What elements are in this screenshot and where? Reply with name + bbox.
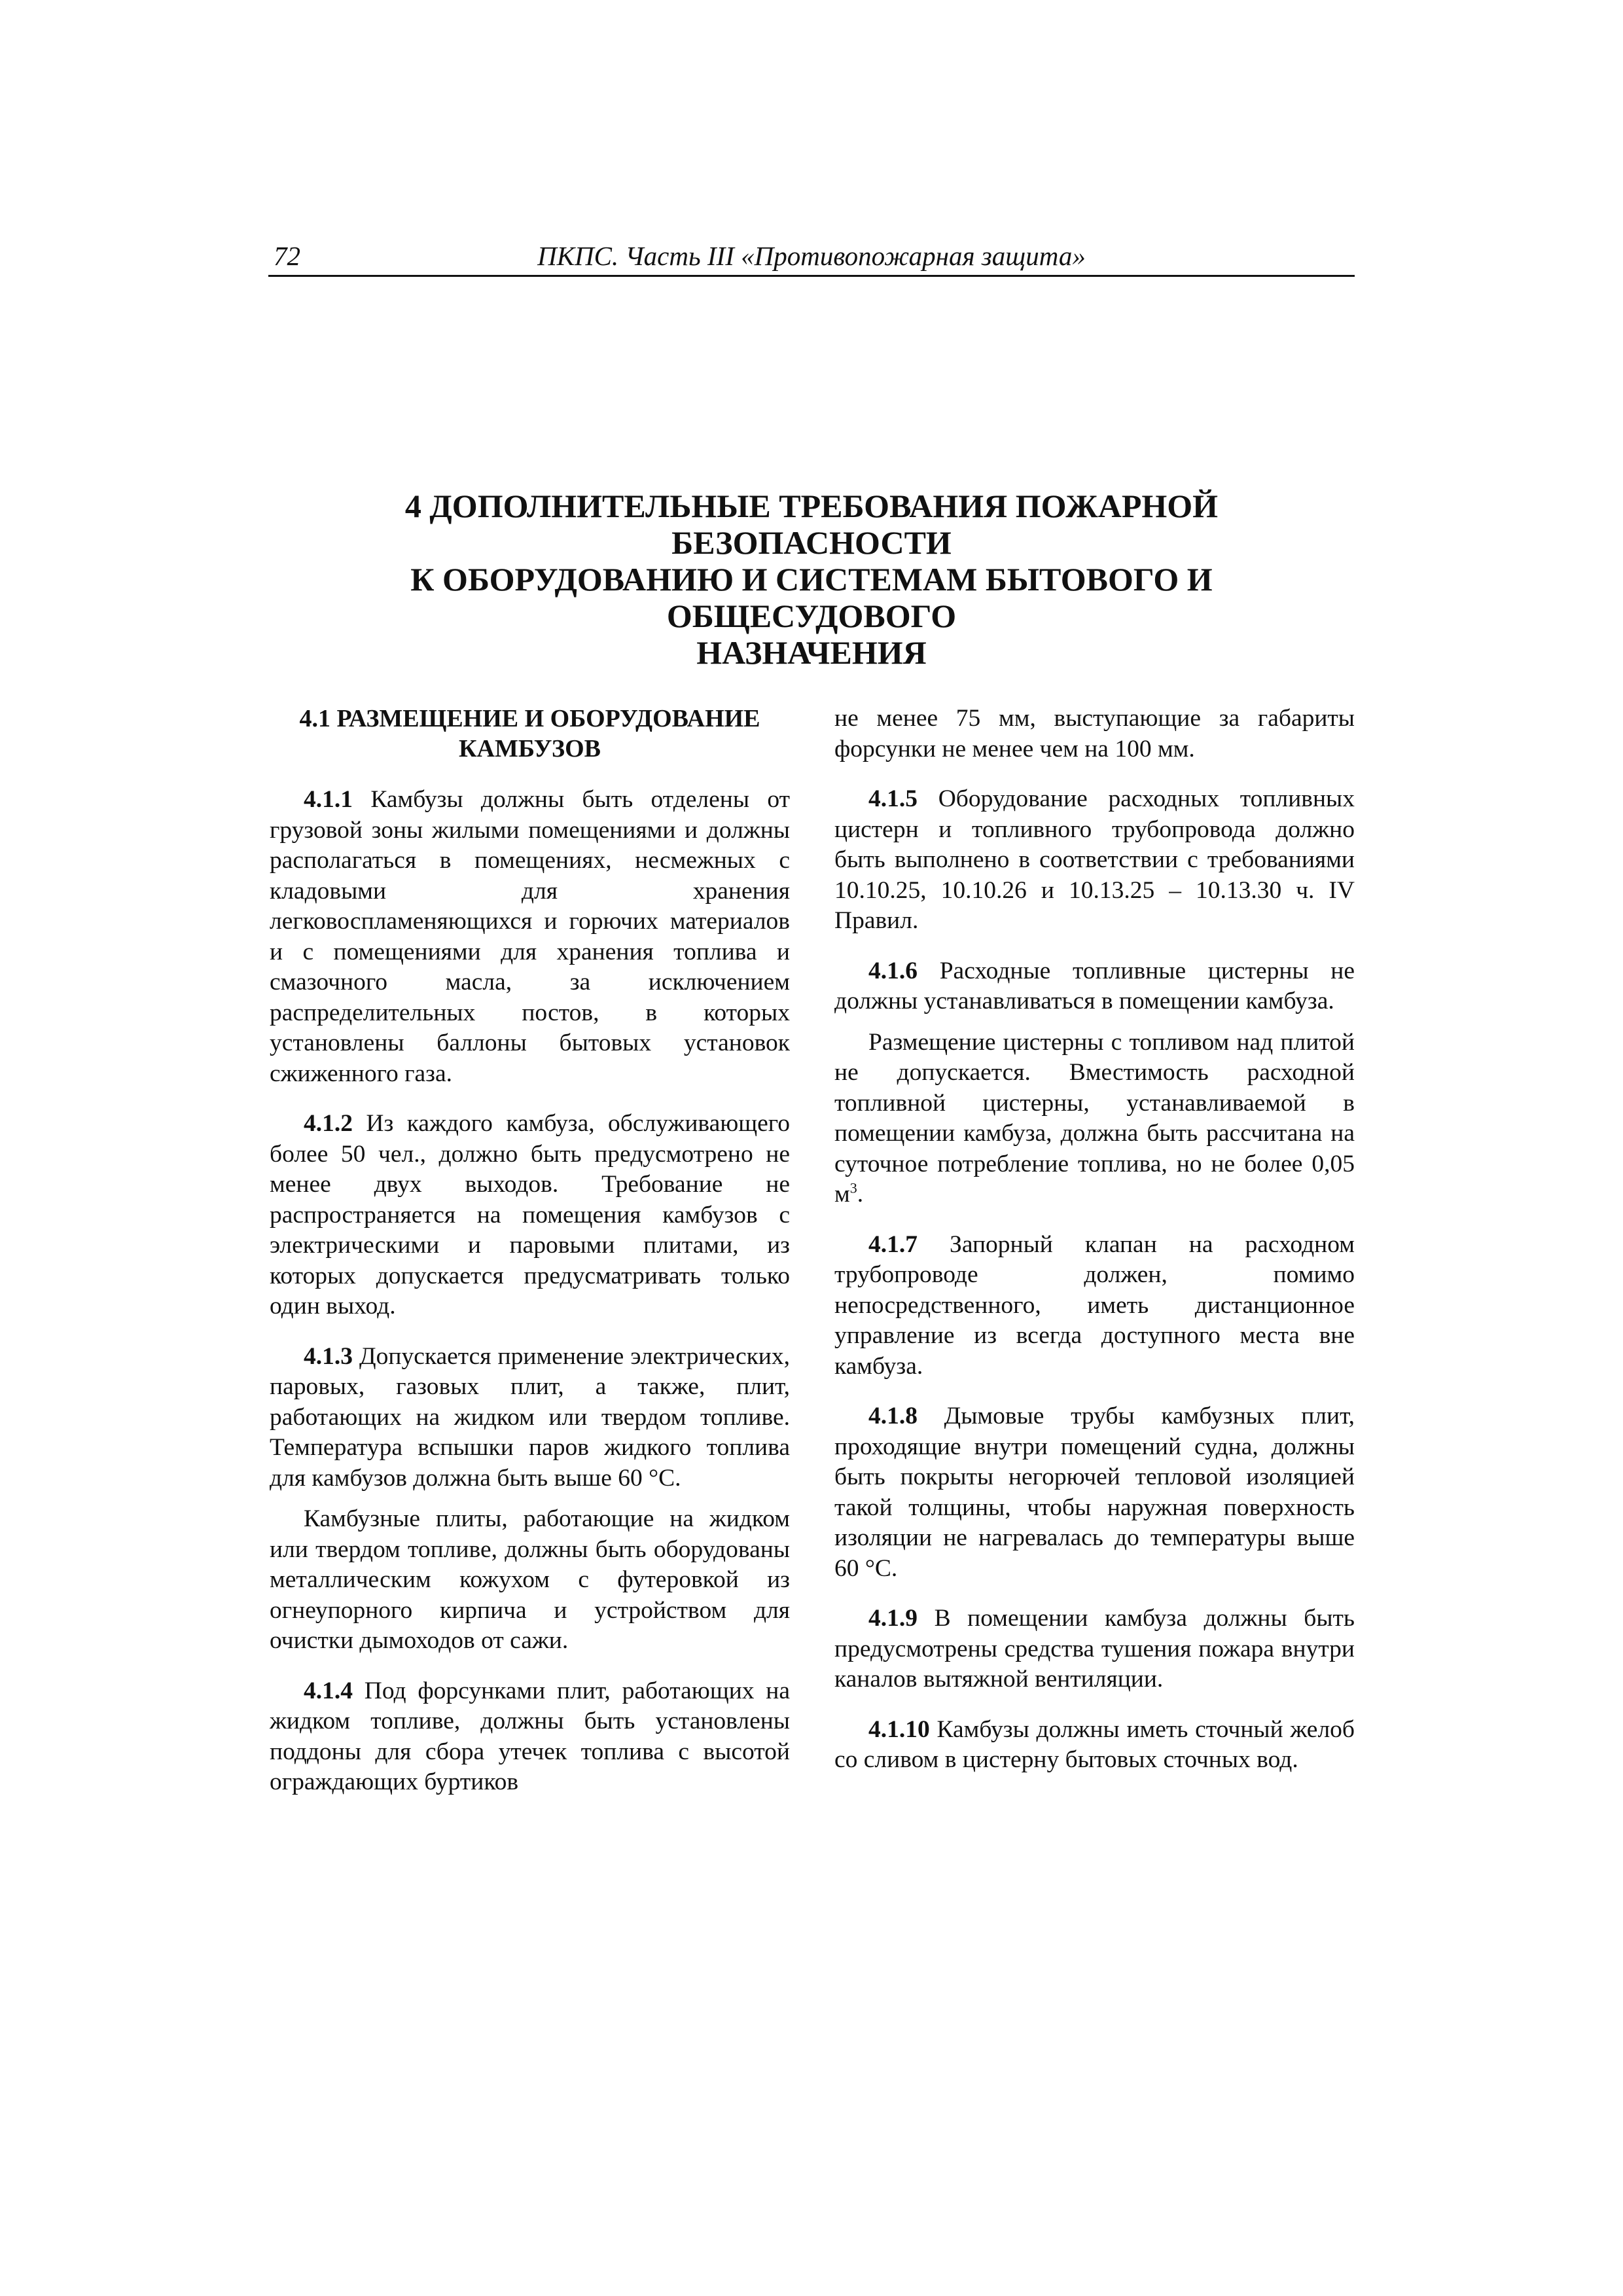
clause-number: 4.1.5: [868, 785, 918, 812]
paragraph-4-1-4: [270, 1676, 790, 1798]
paragraph-4-1-8: [834, 1401, 1355, 1584]
right-column: [834, 704, 1355, 1786]
paragraph-text: не менее 75 мм, выступающие за габариты форсунки не менее чем на 100 мм.: [834, 705, 1355, 762]
paragraph-text: Расходные топливные цистерны не должны устанавливаться в помещении камбуза.: [834, 957, 1355, 1014]
clause-number: 4.1.7: [868, 1230, 918, 1258]
running-header-title: ПКПС. Часть III «Противопожарная защита»: [537, 241, 1086, 271]
chapter-title-line: К ОБОРУДОВАНИЮ И СИСТЕМАМ БЫТОВОГО И ОБЩЕСУДОВОГО: [410, 561, 1213, 634]
chapter-title-line: 4 ДОПОЛНИТЕЛЬНЫЕ ТРЕБОВАНИЯ ПОЖАРНОЙ БЕЗОПАСНОСТИ: [404, 488, 1219, 561]
paragraph-4-1-6: [834, 956, 1355, 1017]
paragraph-text: Запорный клапан на расходном трубопроводе должен, помимо непосредственного, иметь дистанционное управление из всегда доступного места вне камбуза.: [834, 1230, 1355, 1380]
paragraph-text: Камбузные плиты, работающие на жидком или твердом топливе, должны быть оборудованы металлическим кожухом с футеровкой из огнеупорного кирпича и устройством для очистки дымоходов от сажи.: [270, 1505, 790, 1654]
paragraph-text: В помещении камбуза должны быть предусмотрены средства тушения пожара внутри каналов вытяжной вентиляции.: [834, 1605, 1355, 1693]
clause-number: 4.1.2: [304, 1110, 353, 1137]
clause-number: 4.1.9: [868, 1605, 918, 1632]
paragraph-text: Размещение цистерны с топливом над плитой не допускается. Вместимость расходной топливной цистерны, устанавливаемой в помещении камбуза, должна быть рассчитана на суточное потребление топлива, но не более 0,05 м: [834, 1028, 1355, 1208]
paragraph-4-1-3: [270, 1342, 790, 1494]
chapter-title-line: НАЗНАЧЕНИЯ: [696, 634, 927, 671]
clause-number: 4.1.1: [304, 786, 353, 813]
paragraph-4-1-5: [834, 784, 1355, 937]
section-title-line: КАМБУЗОВ: [459, 735, 601, 762]
paragraph-4-1-2: [270, 1109, 790, 1322]
paragraph-text: Камбузы должны иметь сточный желоб со сливом в цистерну бытовых сточных вод.: [834, 1715, 1355, 1773]
running-header: [268, 237, 1355, 277]
superscript: 3: [849, 1179, 857, 1196]
clause-number: 4.1.10: [868, 1715, 930, 1743]
left-column: [270, 704, 790, 1808]
paragraph-text: Дымовые трубы камбузных плит, проходящие внутри помещений судна, должны быть покрыты негорючей тепловой изоляцией такой толщины, чтобы наружная поверхность изоляции не нагревалась до температуры выше 60 °С.: [834, 1403, 1355, 1582]
chapter-title: [268, 488, 1355, 671]
paragraph-text: Камбузы должны быть отделены от грузовой зоны жилыми помещениями и должны располагаться в помещениях, несмежных с кладовыми для хранения легковоспламеняющихся и горючих материалов и с помещениями для хранения топлива и смазочного масла, за исключением распределительных постов, в которых установлены баллоны бытовых установок сжиженного газа.: [270, 786, 790, 1087]
paragraph-text: Из каждого камбуза, обслуживающего более 50 чел., должно быть предусмотрено не менее двух выходов. Требование не распространяется на помещения камбузов с электрическими и паровыми плитами, из которых допускается предусматривать только один выход.: [270, 1110, 790, 1319]
section-title: [270, 704, 790, 764]
paragraph-text-tail: .: [857, 1181, 864, 1208]
section-title-line: 4.1 РАЗМЕЩЕНИЕ И ОБОРУДОВАНИЕ: [299, 705, 760, 732]
paragraph-4-1-7: [834, 1230, 1355, 1382]
paragraph-text: Оборудование расходных топливных цистерн и топливного трубопровода должно быть выполнено в соответствии с требованиями 10.10.25, 10.10.26 и 10.13.25 – 10.13.30 ч. IV Правил.: [834, 785, 1355, 934]
clause-number: 4.1.3: [304, 1342, 353, 1370]
paragraph-4-1-3-cont: [270, 1504, 790, 1657]
paragraph-4-1-9: [834, 1604, 1355, 1695]
paragraph-4-1-6-cont: [834, 1028, 1355, 1210]
page-number: 72: [274, 241, 300, 271]
paragraph-4-1-1: [270, 785, 790, 1089]
clause-number: 4.1.4: [304, 1677, 353, 1704]
paragraph-4-1-10: [834, 1715, 1355, 1776]
clause-number: 4.1.8: [868, 1403, 918, 1429]
clause-number: 4.1.6: [868, 957, 918, 984]
paragraph-text: Под форсунками плит, работающих на жидком топливе, должны быть установлены поддоны для сбора утечек топлива с высотой ограждающих буртиков: [270, 1677, 790, 1795]
paragraph-text: Допускается применение электрических, паровых, газовых плит, а также, плит, работающих на жидком или твердом топливе. Температура вспышки паров жидкого топлива для камбузов должна быть выше 60 °С.: [270, 1342, 791, 1492]
paragraph-4-1-4-cont: [834, 704, 1355, 764]
